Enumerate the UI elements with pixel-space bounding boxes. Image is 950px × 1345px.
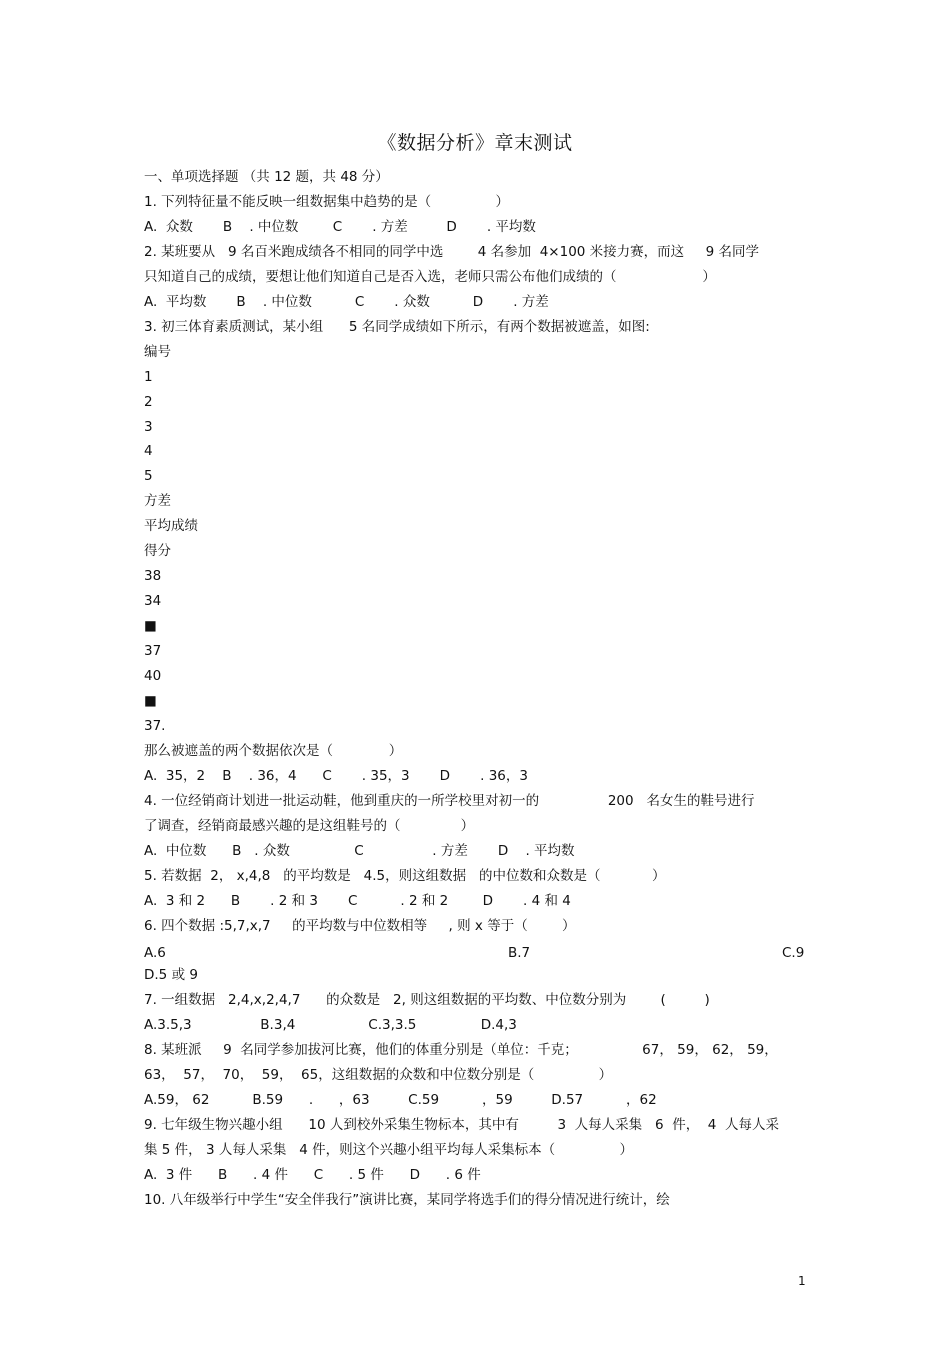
text-line: 5. 若数据 2， x,4,8 的平均数是 4.5，则这组数据 的中位数和众数是（ ） [144, 868, 666, 884]
text-line: 1. 下列特征量不能反映一组数据集中趋势的是（ ） [144, 194, 510, 210]
text-line: A. 平均数 B . 中位数 C . 众数 D . 方差 [144, 294, 549, 310]
text-line: 一、单项选择题 （共 12 题，共 48 分） [144, 169, 389, 185]
text-line: 只知道自己的成绩，要想让他们知道自己是否入选，老师只需公布他们成绩的（ ） [144, 269, 716, 285]
text-line: 37. [144, 718, 166, 734]
text-line: A. 众数 B . 中位数 C . 方差 D . 平均数 [144, 219, 536, 235]
text-line: 方差 [144, 493, 171, 509]
text-line: A.59， 62 B.59 . ，63 C.59 ，59 D.57 ，62 [144, 1092, 657, 1108]
text-line: 8. 某班派 9 名同学参加拔河比赛，他们的体重分别是（单位：千克； 67， 59， 62， 59， [144, 1042, 778, 1058]
text-line: 5 [144, 468, 153, 484]
text-line: 7. 一组数据 2,4,x,2,4,7 的众数是 2, 则这组数据的平均数、中位数分别为 ( ) [144, 992, 710, 1008]
text-line: 6. 四个数据 :5,7,x,7 的平均数与中位数相等 , 则 x 等于（ ） [144, 918, 576, 934]
text-line: 10. 八年级举行中学生“安全伴我行”演讲比赛，某同学将选手们的得分情况进行统计，绘 [144, 1192, 670, 1208]
text-line: 40 [144, 668, 162, 684]
text-line: ■ [144, 693, 157, 709]
text-line: A.3.5,3 B.3,4 C.3,3.5 D.4,3 [144, 1017, 517, 1033]
text-line: 1 [144, 369, 153, 385]
page-title: 《数据分析》章末测试 [377, 132, 573, 154]
text-line: 编号 [144, 344, 171, 360]
text-line: 9. 七年级生物兴趣小组 10 人到校外采集生物标本，其中有 3 人每人采集 6 件， 4 人每人采 [144, 1117, 779, 1133]
text-line: 4. 一位经销商计划进一批运动鞋，他到重庆的一所学校里对初一的 200 名女生的鞋号进行 [144, 793, 755, 809]
q6-option-a: A.6 [144, 945, 166, 961]
text-line: A. 中位数 B . 众数 C . 方差 D . 平均数 [144, 843, 575, 859]
text-line: 2 [144, 394, 153, 410]
text-line: 4 [144, 443, 153, 459]
q6-option-b: B.7 [508, 945, 531, 961]
text-line: A. 35，2 B . 36，4 C . 35，3 D . 36，3 [144, 768, 528, 784]
text-line: D.5 或 9 [144, 967, 198, 983]
text-line: 3. 初三体育素质测试，某小组 5 名同学成绩如下所示，有两个数据被遮盖，如图: [144, 319, 650, 335]
text-line: 2. 某班要从 9 名百米跑成绩各不相同的同学中选 4 名参加 4×100 米接力赛，而这 9 名同学 [144, 244, 760, 260]
text-line: 37 [144, 643, 162, 659]
text-line: 集 5 件， 3 人每人采集 4 件，则这个兴趣小组平均每人采集标本（ ） [144, 1142, 633, 1158]
text-line: 34 [144, 593, 162, 609]
text-line: 得分 [144, 543, 171, 559]
q6-option-c: C.9 [782, 945, 805, 961]
text-line: 3 [144, 419, 153, 435]
text-line: 那么被遮盖的两个数据依次是（ ） [144, 743, 403, 759]
text-line: A. 3 和 2 B . 2 和 3 C . 2 和 2 D . 4 和 4 [144, 893, 571, 909]
text-line: 63， 57， 70， 59， 65，这组数据的众数和中位数分别是（ ） [144, 1067, 613, 1083]
text-line: A. 3 件 B . 4 件 C . 5 件 D . 6 件 [144, 1167, 481, 1183]
page-number: 1 [798, 1274, 806, 1288]
text-line: 了调查，经销商最感兴趣的是这组鞋号的（ ） [144, 818, 475, 834]
text-line: ■ [144, 618, 157, 634]
text-line: 38 [144, 568, 162, 584]
text-line: 平均成绩 [144, 518, 198, 534]
